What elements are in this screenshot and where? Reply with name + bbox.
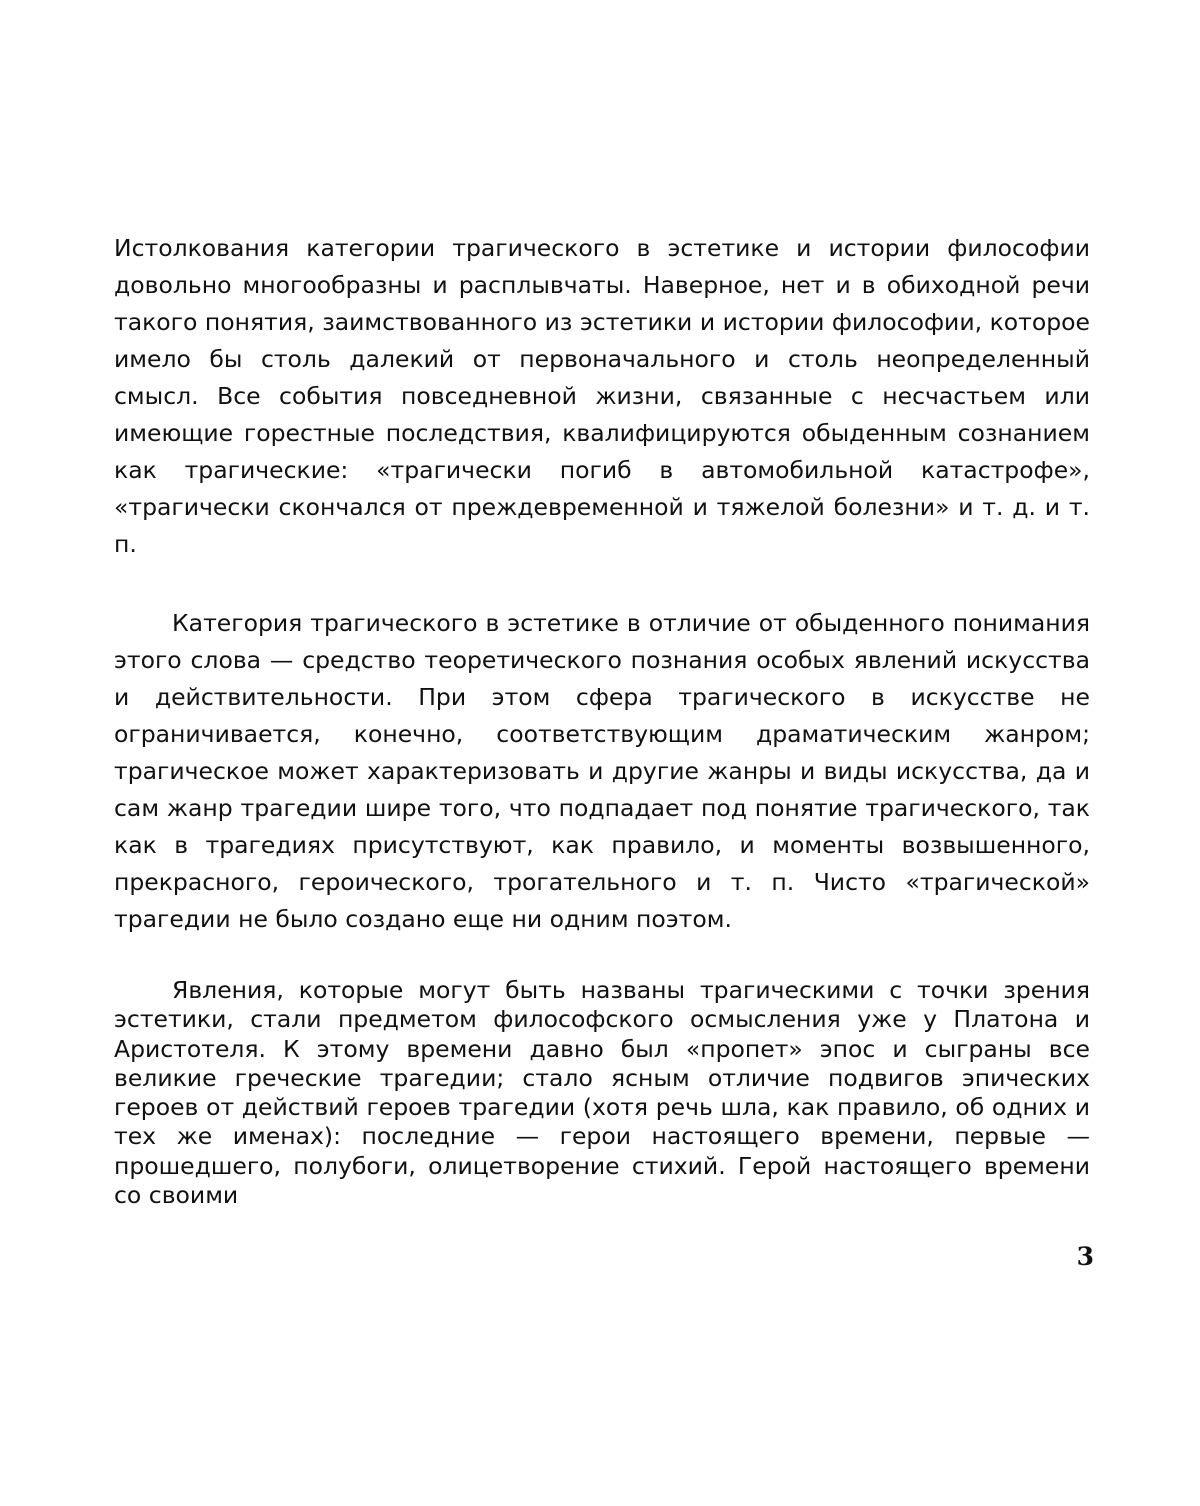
paragraph-3: Явления, которые могут быть названы трагическими с точки зрения эстетики, стали предметом философского осмысления уже у Платона и Аристотеля. К этому времени давно был «пропет» эпос и сыграны все великие греческие трагедии; стало ясным отличие подвигов эпических героев от действий героев трагедии (хотя речь шла, как правило, об одних и тех же именах): последние — герои настоящего времени, первые — прошедшего, полубоги, олицетворение стихий. Герой настоящего времени со своими xyxy=(114,976,1090,1210)
paragraph-2: Категория трагического в эстетике в отличие от обыденного понимания этого слова — средство теоретического познания особых явлений искусства и действительности. При этом сфера трагического в искусстве не ограничивается, конечно, соответствующим драматическим жанром; трагическое может характеризовать и другие жанры и виды искусства, да и сам жанр трагедии шире того, что подпадает под понятие трагического, так как в трагедиях присутствуют, как правило, и моменты возвышенного, прекрасного, героического, трогательного и т. п. Чисто «трагической» трагедии не было создано еще ни одним поэтом. xyxy=(114,609,1090,933)
paragraph-1: Истолкования категории трагического в эстетике и истории философии довольно многообразны и расплывчаты. Наверное, нет и в обиходной речи такого понятия, заимствованного из эстетики и истории философии, которое имело бы столь далекий от первоначального и столь неопределенный смысл. Все события повседневной жизни, связанные с несчастьем или имеющие горестные последствия, квалифицируются обыденным сознанием как трагические: «трагически погиб в автомобильной катастрофе», «трагически скончался от преждевременной и тяжелой болезни» и т. д. и т. п. xyxy=(114,234,1090,558)
page-number: 3 xyxy=(1076,1242,1094,1271)
